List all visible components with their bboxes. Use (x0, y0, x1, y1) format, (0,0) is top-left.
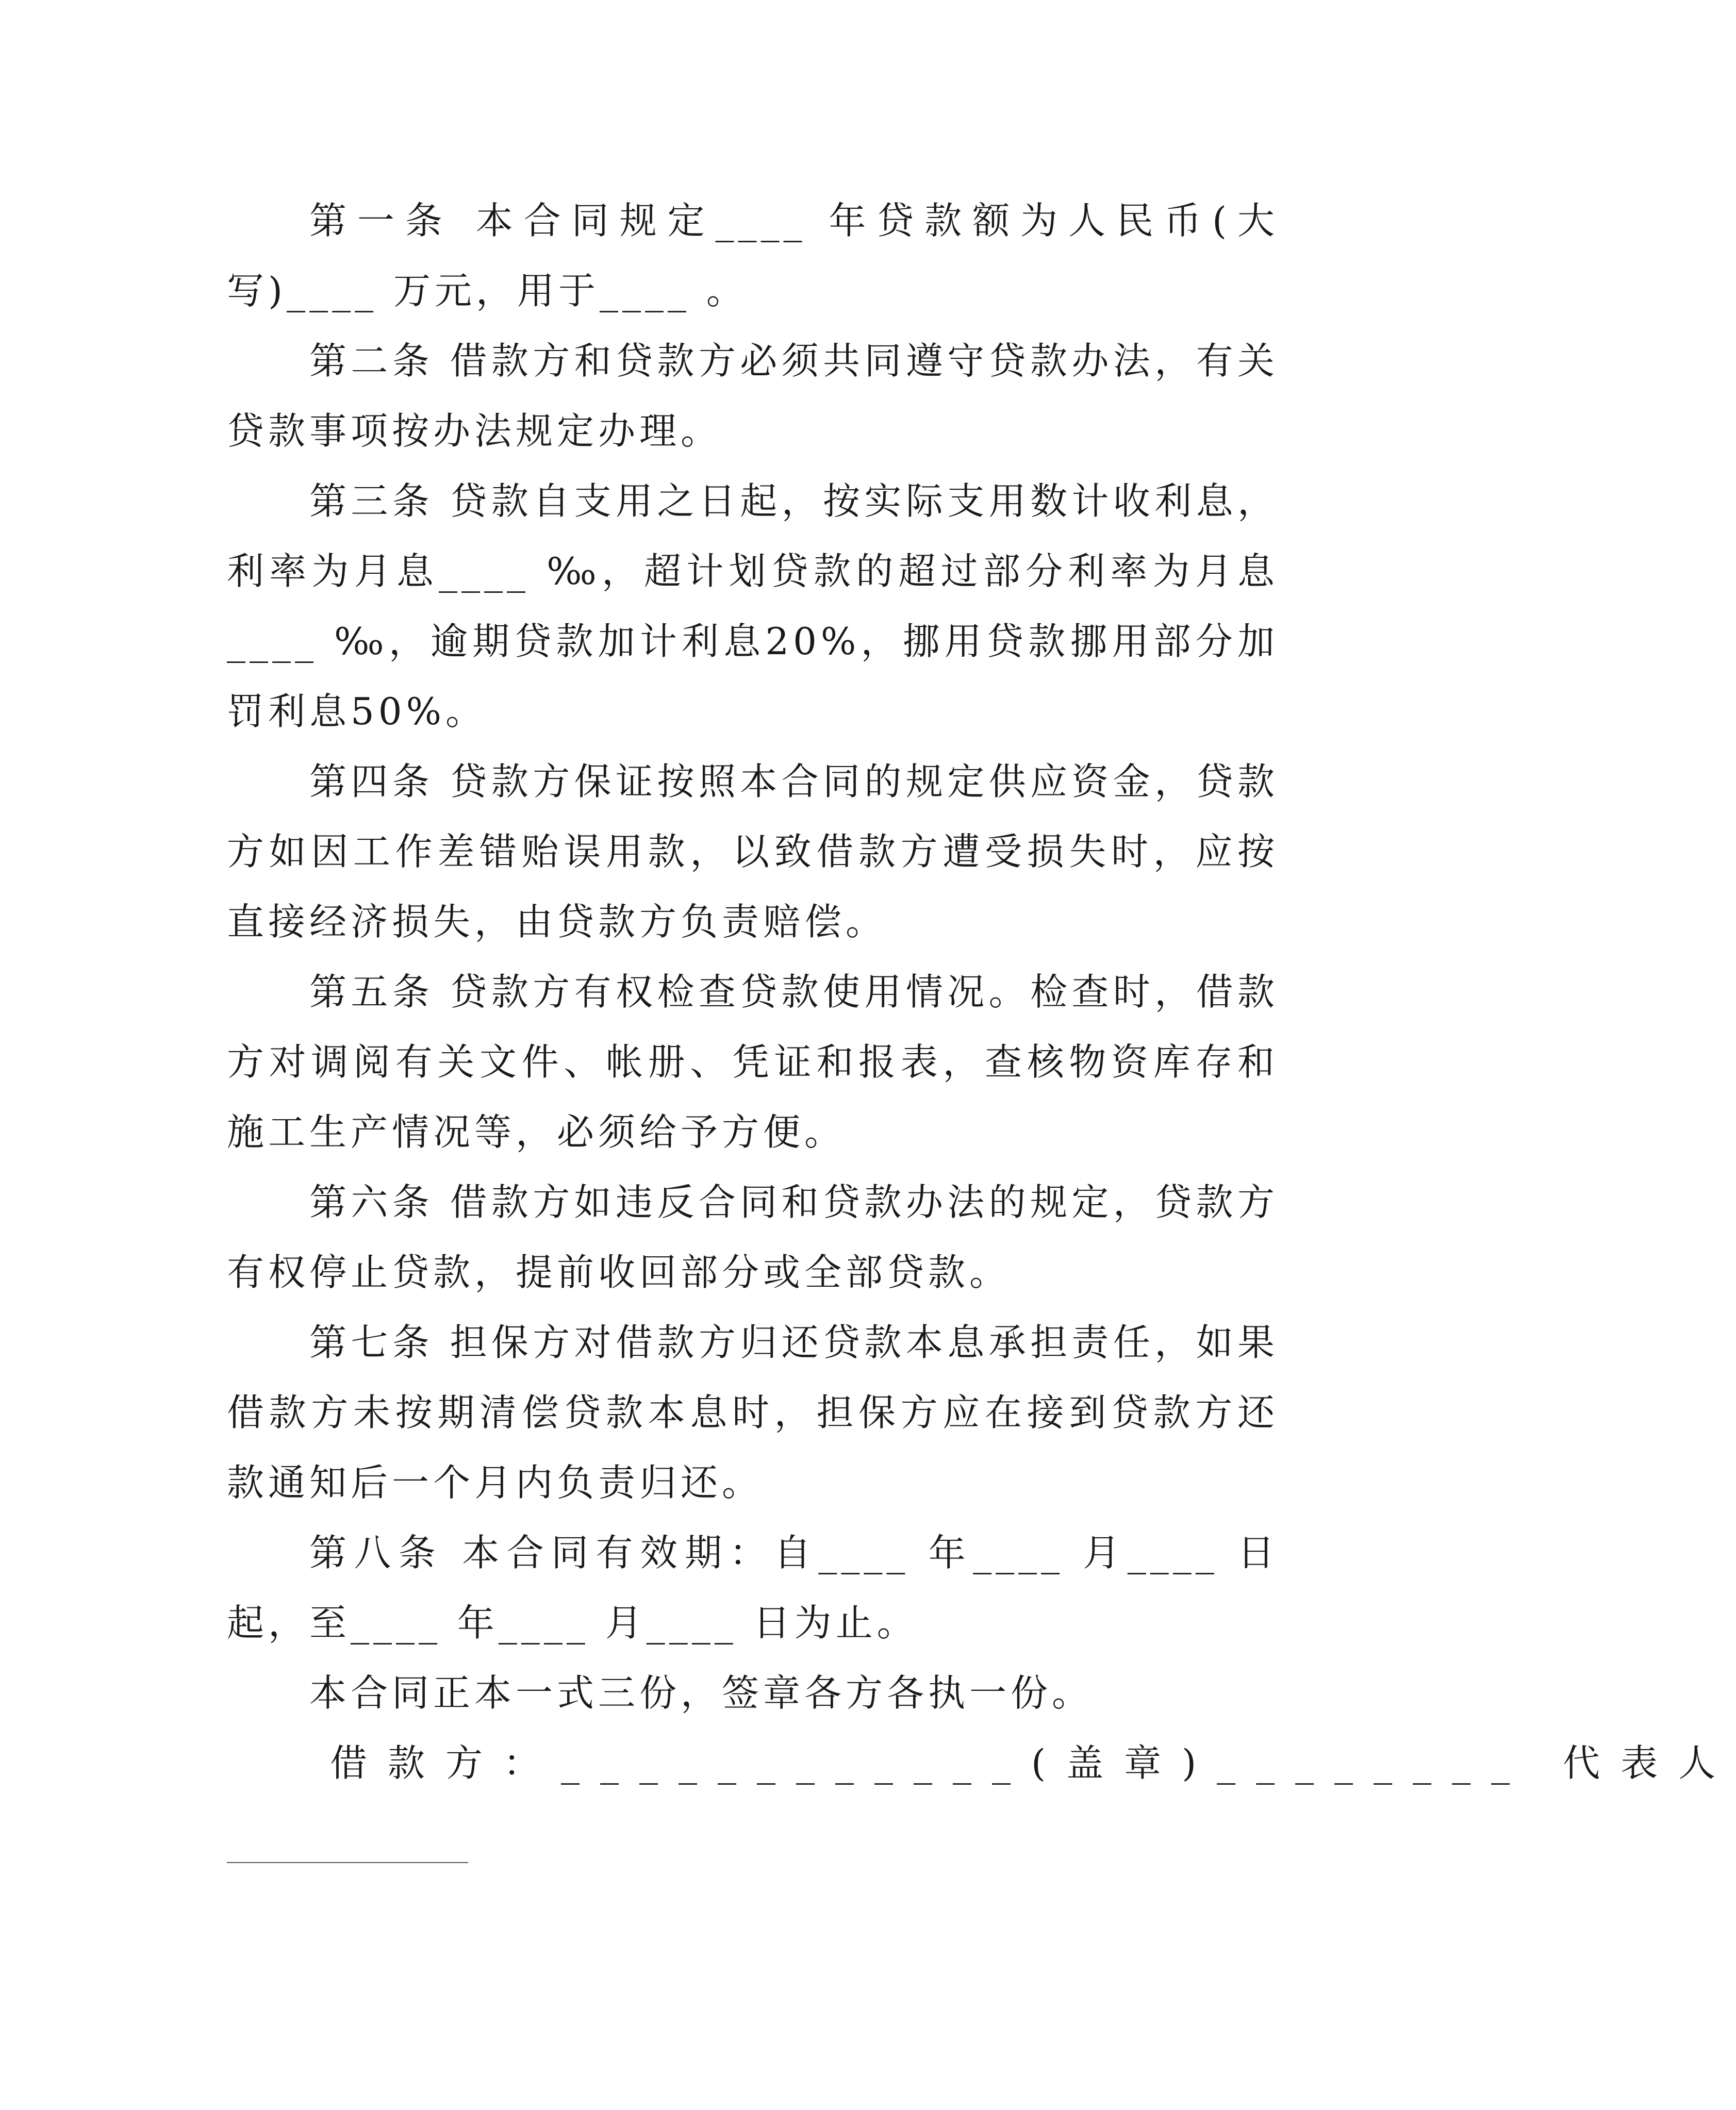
article-8: 第八条 本合同有效期：自____ 年____ 月____ 日起，至____ 年____ 月____ 日为止。 (227, 1531, 1279, 1644)
article-1: 第一条 本合同规定____ 年贷款额为人民币(大写)____ 万元，用于____ 。 (227, 199, 1279, 312)
article-5: 第五条 贷款方有权检查贷款使用情况。检查时，借款方对调阅有关文件、帐册、凭证和报表，查核物资库存和施工生产情况等，必须给予方便。 (227, 970, 1279, 1154)
article-4: 第四条 贷款方保证按照本合同的规定供应资金，贷款方如因工作差错贻误用款，以致借款方遭受损失时，应按直接经济损失，由贷款方负责赔偿。 (227, 760, 1279, 943)
article-3: 第三条 贷款自支用之日起，按实际支用数计收利息，利率为月息____ ‰，超计划贷款的超过部分利率为月息____ ‰，逾期贷款加计利息20%，挪用贷款挪用部分加罚利息50%。 (227, 479, 1279, 733)
copies-clause: 本合同正本一式三份，签章各方各执一份。 (309, 1671, 1094, 1715)
article-7: 第七条 担保方对借款方归还贷款本息承担责任，如果借款方未按期清偿贷款本息时，担保方应在接到贷款方还款通知后一个月内负责归还。 (227, 1321, 1279, 1504)
contract-body (227, 186, 1736, 1798)
article-6: 第六条 借款方如违反合同和贷款办法的规定，贷款方有权停止贷款，提前收回部分或全部贷款。 (227, 1181, 1279, 1294)
borrower-signature-line: 借款方：____________(盖章)________ 代表人 (330, 1741, 1736, 1785)
representative-signature-rule (227, 1862, 468, 1863)
article-2: 第二条 借款方和贷款方必须共同遵守贷款办法，有关贷款事项按办法规定办理。 (227, 339, 1279, 453)
